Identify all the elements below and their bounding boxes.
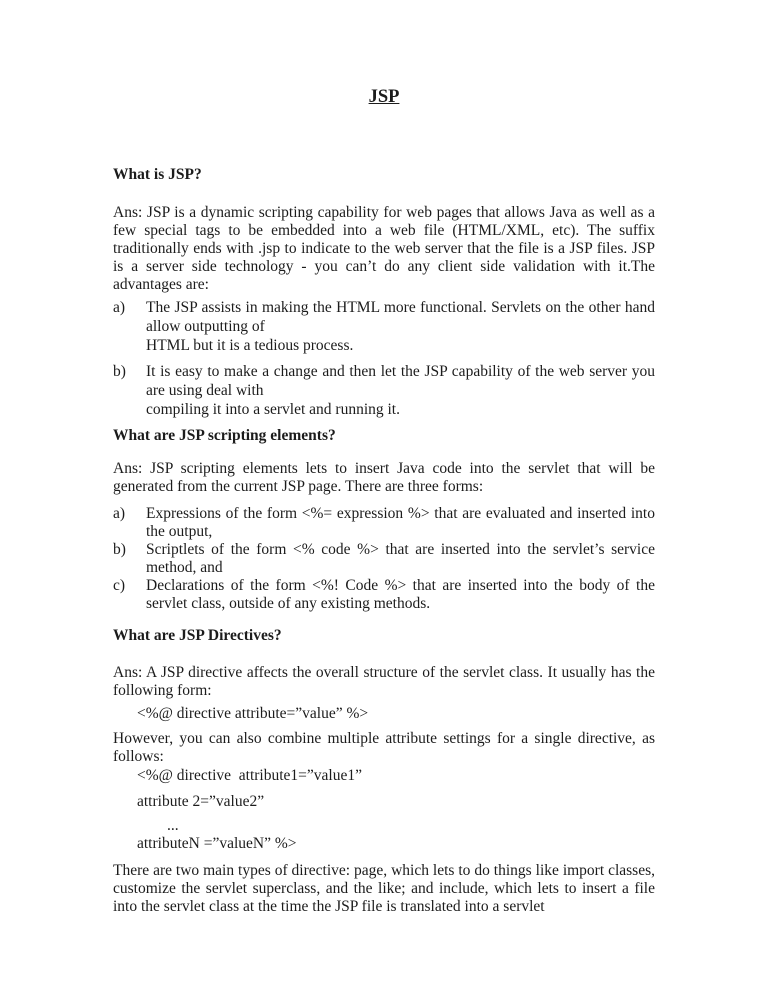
code-directive-attr1: <%@ directive attribute1=”value1” <box>137 767 362 784</box>
list-item-line: compiling it into a servlet and running it. <box>146 401 400 418</box>
heading-what-is-jsp: What is JSP? <box>113 166 202 183</box>
list-item-text <box>146 298 655 355</box>
list-item-text: Expressions of the form <%= expression %> that are evaluated and inserted into the output, <box>146 505 655 540</box>
list-item-text: Scriptlets of the form <% code %> that are inserted into the servlet’s service method, and <box>146 541 655 576</box>
heading-jsp-directives: What are JSP Directives? <box>113 627 282 644</box>
list-item-line: HTML but it is a tedious process. <box>146 337 354 354</box>
list-item-text: Declarations of the form <%! Code %> that are inserted into the body of the servlet class, outside of any existing methods. <box>146 577 655 612</box>
code-directive-form: <%@ directive attribute=”value” %> <box>137 705 369 722</box>
answer-what-is-jsp: Ans: JSP is a dynamic scripting capability for web pages that allows Java as well as a few special tags to be embedded into a web file (HTML/XML, etc). The suffix traditionally ends with .jsp to indicate to the web server that the file is a JSP files. JSP is a server side technology - you can’t do any client side validation with it.The advantages are: <box>113 204 655 293</box>
code-directive-attrN: attributeN =”valueN” %> <box>137 835 297 852</box>
para-combine-attributes: However, you can also combine multiple attribute settings for a single directive, as follows: <box>113 730 655 765</box>
list-item-c-declarations <box>113 577 655 613</box>
document-title: JSP <box>368 87 400 107</box>
list-marker: b) <box>113 541 126 558</box>
list-item-line: The JSP assists in making the HTML more functional. Servlets on the other hand allow outputting of <box>146 299 655 335</box>
code-directive-attr2: attribute 2=”value2” <box>137 793 265 810</box>
code-directive-ellipsis: ... <box>167 817 179 834</box>
list-item-line: It is easy to make a change and then let the JSP capability of the web server you are using deal with <box>146 363 655 399</box>
list-item-b-easy-change <box>113 362 655 419</box>
list-item-a-html-functional <box>113 298 655 355</box>
scripting-elements-list <box>113 505 655 613</box>
answer-jsp-directives: Ans: A JSP directive affects the overall structure of the servlet class. It usually has the following form: <box>113 664 655 699</box>
list-marker: b) <box>113 363 126 380</box>
para-directive-types: There are two main types of directive: page, which lets to do things like import classes, customize the servlet superclass, and the like; and include, which lets to insert a file into the servlet class at the time the JSP file is translated into a servlet <box>113 862 655 915</box>
answer-jsp-scripting-elements: Ans: JSP scripting elements lets to insert Java code into the servlet that will be generated from the current JSP page. There are three forms: <box>113 460 655 495</box>
list-item-text <box>146 362 655 419</box>
heading-jsp-scripting-elements: What are JSP scripting elements? <box>113 427 336 444</box>
list-marker: a) <box>113 299 126 316</box>
list-item-a-expressions <box>113 505 655 541</box>
list-marker: a) <box>113 505 126 522</box>
list-item-b-scriptlets <box>113 541 655 577</box>
list-marker: c) <box>113 577 126 594</box>
